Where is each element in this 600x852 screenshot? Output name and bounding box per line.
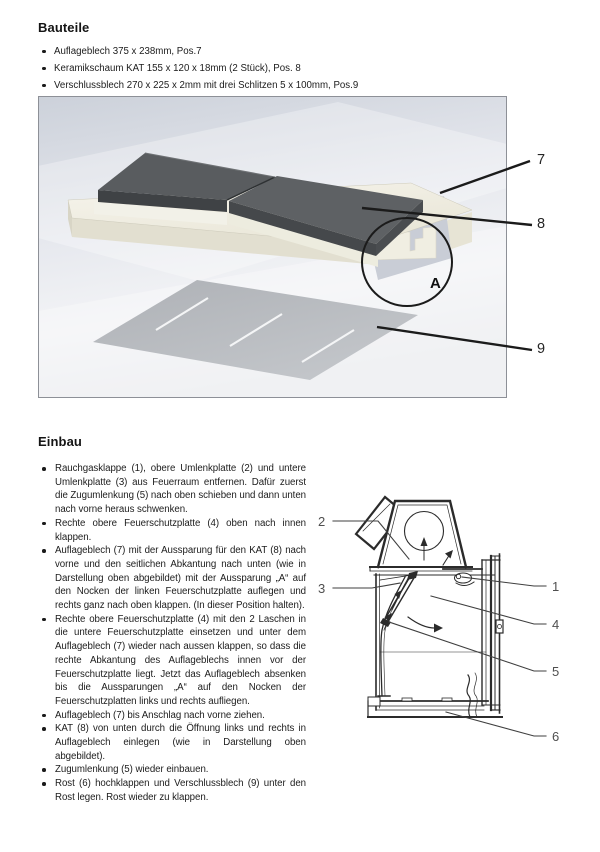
leader-line-4 [431,596,546,624]
list-item: KAT (8) von unten durch die Öffnung links und rechts in Auflageblech einlegen (wie in Darstellung oben abgebildet). [38,722,306,763]
deflector-plates [378,571,418,696]
leader-line-3 [333,583,400,588]
callout-8: 8 [537,216,546,232]
exploded-view-figure [38,96,570,398]
list-item: Auflageblech 375 x 238mm, Pos.7 [38,43,558,60]
einbau-list [38,462,306,805]
callout-6: 6 [552,729,560,744]
list-item: Zugumlenkung (5) wieder einbauen. [38,763,306,777]
door-latch-knob [496,620,503,633]
list-item: Rost (6) hochklappen und Verschlussblech (9) unter den Rost legen. Rost wieder zu klappen. [38,777,306,804]
detail-label-a: A [430,275,441,292]
list-item: Rechte obere Feuerschutzplatte (4) mit den 2 Laschen in die untere Feuerschutzplatte einsetzen und unter dem Auflageblech (7) wieder nach aussen klappen, so dass die rechte Abkantung des Auflageblechs innen vor der Feuerschutzplatte liegt. Jetzt das Auflageblech absenken bis die Aussparungen „A“ auf den Nocken der Feuerschutzplatten links und rechts aufliegen. [38,613,306,709]
cross-section-figure [310,470,585,765]
list-item: Auflageblech (7) mit der Aussparung für den KAT (8) nach vorne und den seitlichen Abkantung nach unten (wie in Darstellung oben abgebildet) mit der Aussparung „A“ auf den Nocken der linken Feuerschutzplatte auflegen und rechts ganz nach oben klappen. (In dieser Position halten). [38,544,306,613]
callout-2: 2 [318,514,326,529]
einbau-section [38,434,306,805]
leader-line-1 [462,577,546,586]
callout-3: 3 [318,581,326,596]
leader-line-6 [446,712,546,736]
callout-7: 7 [537,152,546,168]
ash-lip-contour [467,675,470,717]
list-item: Auflageblech (7) bis Anschlag nach vorne ziehen. [38,709,306,723]
list-item: Keramikschaum KAT 155 x 120 x 18mm (2 Stück), Pos. 8 [38,60,558,77]
callout-5: 5 [552,664,560,679]
callout-4: 4 [552,617,560,632]
list-item: Rauchgasklappe (1), obere Umlenkplatte (2) und untere Umlenkplatte (3) aus Feuerraum entfernen. Dafür zuerst die Zugumlenkung (5) nach oben schieben und dann unten nach vorne heraus schwenken. [38,462,306,517]
callout-1: 1 [552,579,560,594]
exploded-view-render [38,96,570,398]
list-item: Rechte obere Feuerschutzplatte (4) oben nach innen klappen. [38,517,306,544]
einbau-heading: Einbau [38,434,82,449]
bauteile-heading: Bauteile [38,20,90,35]
cross-section-drawing [310,470,585,765]
list-item: Verschlussblech 270 x 225 x 2mm mit drei Schlitzen 5 x 100mm, Pos.9 [38,77,558,94]
callout-9: 9 [537,341,546,357]
bauteile-section [38,20,558,94]
leader-line-5 [389,622,546,671]
bauteile-list [38,43,558,94]
